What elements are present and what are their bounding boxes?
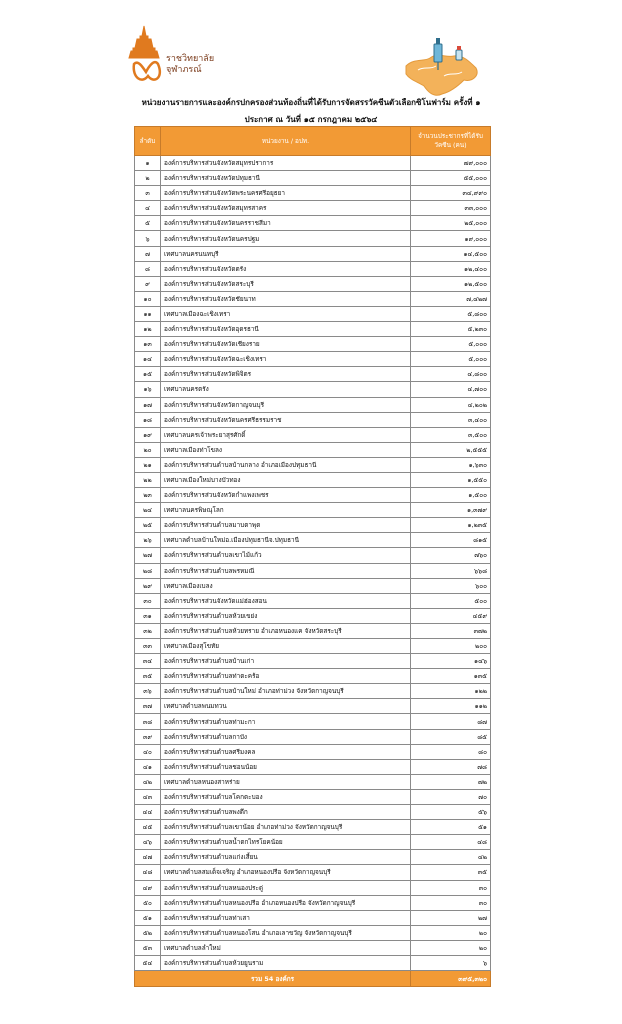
table-row bbox=[135, 865, 491, 880]
row-number: ๕๓ bbox=[135, 940, 161, 955]
row-agency: องค์การบริหารส่วนจังหวัดนครศรีธรรมราช bbox=[161, 412, 411, 427]
row-number: ๑๒ bbox=[135, 322, 161, 337]
table-row bbox=[135, 412, 491, 427]
row-agency: องค์การบริหารส่วนตำบลแก่งเสี้ยน bbox=[161, 850, 411, 865]
table-row bbox=[135, 488, 491, 503]
table-row bbox=[135, 608, 491, 623]
row-agency: เทศบาลนครพิษณุโลก bbox=[161, 503, 411, 518]
row-number: ๓๑ bbox=[135, 608, 161, 623]
row-population: ๒๗ bbox=[411, 910, 491, 925]
row-number: ๕๔ bbox=[135, 955, 161, 970]
allocation-table bbox=[134, 126, 491, 987]
row-agency: องค์การบริหารส่วนตำบลน้ำตกไทรโยคน้อย bbox=[161, 835, 411, 850]
table-row bbox=[135, 518, 491, 533]
row-agency: องค์การบริหารส่วนตำบลห้วยทราย อำเภอหนองแค จังหวัดสระบุรี bbox=[161, 623, 411, 638]
row-number: ๔ bbox=[135, 201, 161, 216]
table-row bbox=[135, 895, 491, 910]
row-population: ๒๐ bbox=[411, 940, 491, 955]
header-population: จำนวนประชากรที่ได้รับวัคซีน (คน) bbox=[411, 127, 491, 156]
logo-line-2: จุฬาภรณ์ bbox=[166, 65, 202, 75]
row-number: ๓๐ bbox=[135, 593, 161, 608]
table-row bbox=[135, 654, 491, 669]
row-agency: องค์การบริหารส่วนจังหวัดอุดรธานี bbox=[161, 322, 411, 337]
row-number: ๔๑ bbox=[135, 759, 161, 774]
table-row bbox=[135, 684, 491, 699]
row-population: ๓๐ bbox=[411, 880, 491, 895]
header-agency: หน่วยงาน / อปท. bbox=[161, 127, 411, 156]
row-number: ๑๗ bbox=[135, 397, 161, 412]
row-number: ๑ bbox=[135, 156, 161, 171]
row-population: ๕๖ bbox=[411, 805, 491, 820]
row-agency: เทศบาลนครตรัง bbox=[161, 382, 411, 397]
table-row bbox=[135, 789, 491, 804]
row-population: ๑,๓๗๙ bbox=[411, 503, 491, 518]
row-number: ๓๗ bbox=[135, 699, 161, 714]
row-agency: องค์การบริหารส่วนตำบลหนองโสน อำเภอเลาขวัญ จังหวัดกาญจนบุรี bbox=[161, 925, 411, 940]
row-number: ๑๓ bbox=[135, 337, 161, 352]
row-agency: เทศบาลเมืองฉะเชิงเทรา bbox=[161, 306, 411, 321]
thailand-map-vaccine-icon bbox=[400, 36, 484, 102]
row-number: ๕๑ bbox=[135, 910, 161, 925]
row-number: ๑๕ bbox=[135, 367, 161, 382]
row-agency: องค์การบริหารส่วนตำบลท่ามะกา bbox=[161, 714, 411, 729]
row-number: ๑๔ bbox=[135, 352, 161, 367]
table-row bbox=[135, 397, 491, 412]
row-population: ๔๘ bbox=[411, 835, 491, 850]
row-agency: เทศบาลนครนนทบุรี bbox=[161, 246, 411, 261]
row-number: ๗ bbox=[135, 246, 161, 261]
row-agency: องค์การบริหารส่วนตำบลบ้านเก่า bbox=[161, 654, 411, 669]
row-number: ๓๙ bbox=[135, 729, 161, 744]
row-agency: องค์การบริหารส่วนตำบลหนองปรือ อำเภอหนองปรือ จังหวัดกาญจนบุรี bbox=[161, 895, 411, 910]
row-population: ๘๗ bbox=[411, 714, 491, 729]
row-agency: องค์การบริหารส่วนตำบลห้วยยูนราม bbox=[161, 955, 411, 970]
table-row bbox=[135, 820, 491, 835]
table-row bbox=[135, 291, 491, 306]
row-number: ๓๘ bbox=[135, 714, 161, 729]
row-number: ๓๖ bbox=[135, 684, 161, 699]
row-number: ๘ bbox=[135, 261, 161, 276]
row-population: ๑๒๒ bbox=[411, 684, 491, 699]
table-row bbox=[135, 352, 491, 367]
row-population: ๔,๘๐๐ bbox=[411, 367, 491, 382]
table-row bbox=[135, 850, 491, 865]
table-row bbox=[135, 563, 491, 578]
row-number: ๒๕ bbox=[135, 518, 161, 533]
row-number: ๒๙ bbox=[135, 578, 161, 593]
row-number: ๔๘ bbox=[135, 865, 161, 880]
row-population: ๑๓๕ bbox=[411, 669, 491, 684]
table-row bbox=[135, 216, 491, 231]
row-agency: องค์การบริหารส่วนตำบลพงตึก bbox=[161, 805, 411, 820]
logo-line-1: ราชวิทยาลัย bbox=[166, 54, 215, 64]
row-population: ๗๘ bbox=[411, 759, 491, 774]
row-number: ๒๒ bbox=[135, 472, 161, 487]
table-row bbox=[135, 382, 491, 397]
row-population: ๕,๐๐๐ bbox=[411, 337, 491, 352]
row-population: ๔,๒๐๒ bbox=[411, 397, 491, 412]
table-row bbox=[135, 322, 491, 337]
table-row bbox=[135, 503, 491, 518]
row-number: ๓๕ bbox=[135, 669, 161, 684]
table-row bbox=[135, 472, 491, 487]
row-population: ๑๑๒ bbox=[411, 699, 491, 714]
row-agency: องค์การบริหารส่วนตำบลมาบตาพุด bbox=[161, 518, 411, 533]
table-row bbox=[135, 714, 491, 729]
row-population: ๓๓,๐๐๐ bbox=[411, 201, 491, 216]
row-agency: องค์การบริหารส่วนตำบลเขาไม้แก้ว bbox=[161, 548, 411, 563]
row-number: ๕๒ bbox=[135, 925, 161, 940]
row-agency: เทศบาลตำบลพนมทวน bbox=[161, 699, 411, 714]
row-agency: องค์การบริหารส่วนจังหวัดสมุทรสาคร bbox=[161, 201, 411, 216]
row-agency: องค์การบริหารส่วนจังหวัดนครราชสีมา bbox=[161, 216, 411, 231]
row-population: ๑,๕๕๐ bbox=[411, 472, 491, 487]
row-population: ๔๒ bbox=[411, 850, 491, 865]
row-agency: เทศบาลตำบลสมเด็จเจริญ อำเภอหนองปรือ จังหวัดกาญจนบุรี bbox=[161, 865, 411, 880]
row-number: ๒๘ bbox=[135, 563, 161, 578]
row-agency: องค์การบริหารส่วนตำบลพรหมณี bbox=[161, 563, 411, 578]
table-body bbox=[135, 156, 491, 971]
row-population: ๑,๒๓๕ bbox=[411, 518, 491, 533]
row-population: ๕,๘๐๐ bbox=[411, 306, 491, 321]
row-population: ๓๔,๙๙๐ bbox=[411, 186, 491, 201]
row-agency: องค์การบริหารส่วนตำบลบ้านกลาง อำเภอเมืองปทุมธานี bbox=[161, 457, 411, 472]
row-number: ๔๓ bbox=[135, 789, 161, 804]
table-header-row bbox=[135, 127, 491, 156]
row-population: ๒๕,๐๐๐ bbox=[411, 216, 491, 231]
row-population: ๕๑ bbox=[411, 820, 491, 835]
header-no: ลำดับ bbox=[135, 127, 161, 156]
row-population: ๑๔๖ bbox=[411, 654, 491, 669]
total-value: ๓๙๕,๓๒๐ bbox=[411, 971, 491, 987]
logo-wordmark bbox=[166, 54, 214, 76]
row-number: ๕ bbox=[135, 216, 161, 231]
table-row bbox=[135, 805, 491, 820]
row-population: ๑๒,๕๐๐ bbox=[411, 276, 491, 291]
row-population: ๔,๗๐๐ bbox=[411, 382, 491, 397]
row-population: ๕,๒๓๐ bbox=[411, 322, 491, 337]
table-row bbox=[135, 548, 491, 563]
row-agency: องค์การบริหารส่วนตำบลโคกตะบอง bbox=[161, 789, 411, 804]
row-number: ๒๐ bbox=[135, 442, 161, 457]
row-number: ๒๓ bbox=[135, 488, 161, 503]
row-number: ๙ bbox=[135, 276, 161, 291]
row-agency: องค์การบริหารส่วนตำบลชอนน้อย bbox=[161, 759, 411, 774]
row-agency: องค์การบริหารส่วนจังหวัดนครปฐม bbox=[161, 231, 411, 246]
announcement-date: ประกาศ ณ วันที่ ๑๕ กรกฎาคม ๒๕๖๔ bbox=[244, 115, 378, 124]
table-row bbox=[135, 261, 491, 276]
table-row bbox=[135, 457, 491, 472]
row-agency: องค์การบริหารส่วนจังหวัดตรัง bbox=[161, 261, 411, 276]
row-population: ๖๖๘ bbox=[411, 563, 491, 578]
row-number: ๕๐ bbox=[135, 895, 161, 910]
table-row bbox=[135, 639, 491, 654]
table-row bbox=[135, 186, 491, 201]
table-row bbox=[135, 699, 491, 714]
row-agency: องค์การบริหารส่วนจังหวัดแม่ฮ่องสอน bbox=[161, 593, 411, 608]
row-agency: องค์การบริหารส่วนตำบลเขาน้อย อำเภอท่าม่วง จังหวัดกาญจนบุรี bbox=[161, 820, 411, 835]
table-row bbox=[135, 337, 491, 352]
row-agency: เทศบาลตำบลบ้านใหม่อ.เมืองปทุมธานีจ.ปทุมธานี bbox=[161, 533, 411, 548]
row-population: ๓,๔๐๐ bbox=[411, 412, 491, 427]
row-agency: องค์การบริหารส่วนตำบลศรีมงคล bbox=[161, 744, 411, 759]
row-agency: เทศบาลเมืองใหม่บางบัวทอง bbox=[161, 472, 411, 487]
table-row bbox=[135, 533, 491, 548]
row-agency: เทศบาลตำบลลำใหม่ bbox=[161, 940, 411, 955]
row-number: ๒๑ bbox=[135, 457, 161, 472]
row-number: ๔๙ bbox=[135, 880, 161, 895]
table-row bbox=[135, 231, 491, 246]
table-row bbox=[135, 156, 491, 171]
row-population: ๖๐๐ bbox=[411, 578, 491, 593]
row-number: ๓๒ bbox=[135, 623, 161, 638]
table-row bbox=[135, 940, 491, 955]
row-agency: เทศบาลเมืองสุโขทัย bbox=[161, 639, 411, 654]
total-label: รวม 54 องค์กร bbox=[135, 971, 411, 987]
row-number: ๑๑ bbox=[135, 306, 161, 321]
row-number: ๒๖ bbox=[135, 533, 161, 548]
table-row bbox=[135, 669, 491, 684]
row-agency: องค์การบริหารส่วนตำบลกาบัง bbox=[161, 729, 411, 744]
row-agency: องค์การบริหารส่วนจังหวัดกำแพงเพชร bbox=[161, 488, 411, 503]
row-population: ๕๕,๐๐๐ bbox=[411, 171, 491, 186]
table-row bbox=[135, 880, 491, 895]
row-number: ๑๖ bbox=[135, 382, 161, 397]
row-agency: องค์การบริหารส่วนจังหวัดสมุทรปราการ bbox=[161, 156, 411, 171]
row-agency: เทศบาลเมืองท่าโขลง bbox=[161, 442, 411, 457]
row-number: ๓๓ bbox=[135, 639, 161, 654]
row-number: ๔๕ bbox=[135, 820, 161, 835]
table-row bbox=[135, 171, 491, 186]
row-population: ๗,๔๒๗ bbox=[411, 291, 491, 306]
row-population: ๗๐ bbox=[411, 789, 491, 804]
row-population: ๑,๕๐๐ bbox=[411, 488, 491, 503]
row-agency: องค์การบริหารส่วนตำบลหนองประดู่ bbox=[161, 880, 411, 895]
row-number: ๑๘ bbox=[135, 412, 161, 427]
row-population: ๕๐๐ bbox=[411, 593, 491, 608]
row-agency: องค์การบริหารส่วนตำบลท่าเสา bbox=[161, 910, 411, 925]
row-agency: องค์การบริหารส่วนจังหวัดพระนครศรีอยุธยา bbox=[161, 186, 411, 201]
table-row bbox=[135, 578, 491, 593]
row-agency: เทศบาลนครเจ้าพระยาสุรศักดิ์ bbox=[161, 427, 411, 442]
table-row bbox=[135, 774, 491, 789]
row-agency: องค์การบริหารส่วนตำบลบ้านใหม่ อำเภอท่าม่วง จังหวัดกาญจนบุรี bbox=[161, 684, 411, 699]
table-row bbox=[135, 925, 491, 940]
row-population: ๘๑๕ bbox=[411, 533, 491, 548]
row-number: ๒ bbox=[135, 171, 161, 186]
row-population: ๑๒,๔๐๐ bbox=[411, 261, 491, 276]
table-row bbox=[135, 759, 491, 774]
row-population: ๓๕ bbox=[411, 865, 491, 880]
row-population: ๑๔,๕๐๐ bbox=[411, 246, 491, 261]
row-population: ๒,๕๕๕ bbox=[411, 442, 491, 457]
row-number: ๔๖ bbox=[135, 835, 161, 850]
row-population: ๑,๖๓๐ bbox=[411, 457, 491, 472]
total-row bbox=[135, 971, 491, 987]
row-population: ๒๐๐ bbox=[411, 639, 491, 654]
row-population: ๓,๕๐๐ bbox=[411, 427, 491, 442]
row-agency: องค์การบริหารส่วนจังหวัดปทุมธานี bbox=[161, 171, 411, 186]
table-row bbox=[135, 955, 491, 970]
table-row bbox=[135, 593, 491, 608]
row-population: ๒๐ bbox=[411, 925, 491, 940]
row-number: ๓๔ bbox=[135, 654, 161, 669]
row-population: ๗๒ bbox=[411, 774, 491, 789]
table-row bbox=[135, 835, 491, 850]
table-row bbox=[135, 276, 491, 291]
row-agency: องค์การบริหารส่วนจังหวัดฉะเชิงเทรา bbox=[161, 352, 411, 367]
row-agency: องค์การบริหารส่วนตำบลท่าตะคร้อ bbox=[161, 669, 411, 684]
table-row bbox=[135, 729, 491, 744]
table-row bbox=[135, 744, 491, 759]
row-number: ๒๔ bbox=[135, 503, 161, 518]
row-number: ๔๐ bbox=[135, 744, 161, 759]
row-number: ๔๔ bbox=[135, 805, 161, 820]
row-population: ๗๖๐ bbox=[411, 548, 491, 563]
row-population: ๘๐ bbox=[411, 744, 491, 759]
row-number: ๖ bbox=[135, 231, 161, 246]
table-row bbox=[135, 910, 491, 925]
document-title: หน่วยงานรายการและองค์กรปกครองส่วนท้องถิ่นที่ได้รับการจัดสรรวัคซีนตัวเลือกซิโนฟาร์ม ครั้งที่ ๑ bbox=[141, 98, 481, 107]
table-row bbox=[135, 306, 491, 321]
row-agency: องค์การบริหารส่วนจังหวัดสระบุรี bbox=[161, 276, 411, 291]
table-row bbox=[135, 367, 491, 382]
table-row bbox=[135, 427, 491, 442]
row-population: ๖ bbox=[411, 955, 491, 970]
table-row bbox=[135, 201, 491, 216]
table-row bbox=[135, 623, 491, 638]
row-population: ๓๗๒ bbox=[411, 623, 491, 638]
row-number: ๒๗ bbox=[135, 548, 161, 563]
row-agency: องค์การบริหารส่วนจังหวัดชัยนาท bbox=[161, 291, 411, 306]
row-agency: องค์การบริหารส่วนตำบลห้วยเขย่ง bbox=[161, 608, 411, 623]
row-agency: เทศบาลเมืองเบลง bbox=[161, 578, 411, 593]
row-population: ๘๕ bbox=[411, 729, 491, 744]
row-population: ๗๙,๐๐๐ bbox=[411, 156, 491, 171]
row-number: ๑๙ bbox=[135, 427, 161, 442]
row-agency: องค์การบริหารส่วนจังหวัดพิจิตร bbox=[161, 367, 411, 382]
row-number: ๔๒ bbox=[135, 774, 161, 789]
row-population: ๕,๐๐๐ bbox=[411, 352, 491, 367]
row-agency: องค์การบริหารส่วนจังหวัดเชียงราย bbox=[161, 337, 411, 352]
row-number: ๓ bbox=[135, 186, 161, 201]
row-agency: องค์การบริหารส่วนจังหวัดกาญจนบุรี bbox=[161, 397, 411, 412]
row-population: ๓๐ bbox=[411, 895, 491, 910]
row-agency: เทศบาลตำบลหนองสาหร่าย bbox=[161, 774, 411, 789]
row-number: ๔๗ bbox=[135, 850, 161, 865]
table-row bbox=[135, 442, 491, 457]
row-number: ๑๐ bbox=[135, 291, 161, 306]
row-population: ๑๙,๐๐๐ bbox=[411, 231, 491, 246]
table-row bbox=[135, 246, 491, 261]
row-population: ๔๕๙ bbox=[411, 608, 491, 623]
